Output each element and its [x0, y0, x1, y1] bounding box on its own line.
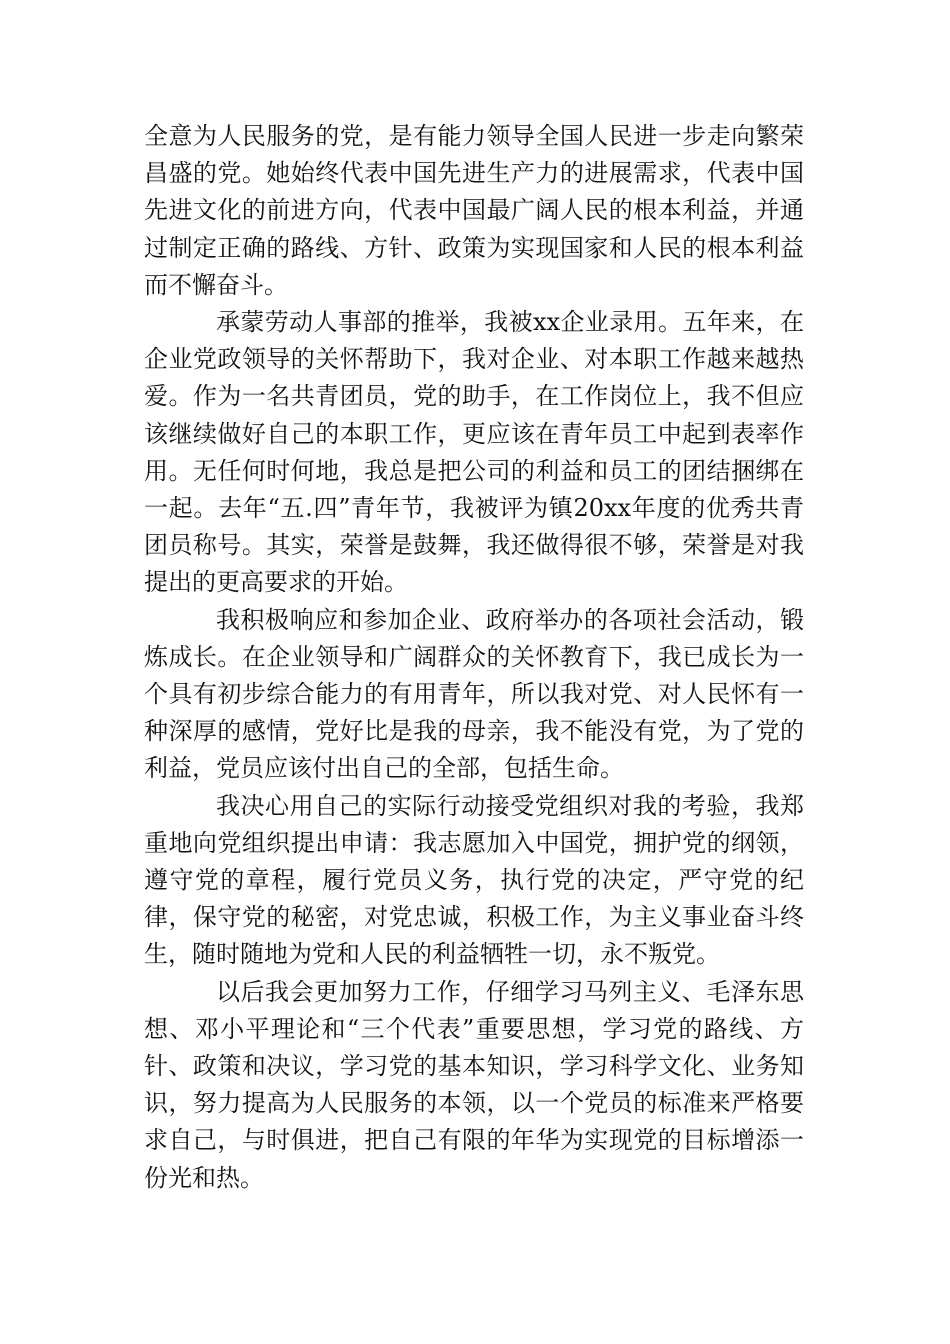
- paragraph-2: 承蒙劳动人事部的推举，我被xx企业录用。五年来，在企业党政领导的关怀帮助下，我对企业、对本职工作越来越热爱。作为一名共青团员，党的助手，在工作岗位上，我不但应该继续做好自己的本职工作，更应该在青年员工中起到表率作用。无任何时何地，我总是把公司的利益和员工的团结捆绑在一起。去年“五.四”青年节，我被评为镇20xx年度的优秀共青团员称号。其实，荣誉是鼓舞，我还做得很不够，荣誉是对我提出的更高要求的开始。: [144, 308, 804, 597]
- paragraph-4: 我决心用自己的实际行动接受党组织对我的考验，我郑重地向党组织提出申请：我志愿加入中国党，拥护党的纲领，遵守党的章程，履行党员义务，执行党的决定，严守党的纪律，保守党的秘密，对党忠诚，积极工作，为主义事业奋斗终生，随时随地为党和人民的利益牺牲一切，永不叛党。: [144, 791, 804, 969]
- paragraph-5: 以后我会更加努力工作，仔细学习马列主义、毛泽东思想、邓小平理论和“三个代表”重要思想，学习党的路线、方针、政策和决议，学习党的基本知识，学习科学文化、业务知识，努力提高为人民服务的本领，以一个党员的标准来严格要求自己，与时俱进，把自己有限的年华为实现党的目标增添一份光和热。: [144, 977, 804, 1192]
- paragraph-1: 全意为人民服务的党，是有能力领导全国人民进一步走向繁荣昌盛的党。她始终代表中国先进生产力的进展需求，代表中国先进文化的前进方向，代表中国最广阔人民的根本利益，并通过制定正确的路线、方针、政策为实现国家和人民的根本利益而不懈奋斗。: [144, 122, 804, 299]
- document-body: [144, 118, 804, 1197]
- paragraph-3: 我积极响应和参加企业、政府举办的各项社会活动，锻炼成长。在企业领导和广阔群众的关怀教育下，我已成长为一个具有初步综合能力的有用青年，所以我对党、对人民怀有一种深厚的感情，党好比是我的母亲，我不能没有党，为了党的利益，党员应该付出自己的全部，包括生命。: [144, 605, 804, 783]
